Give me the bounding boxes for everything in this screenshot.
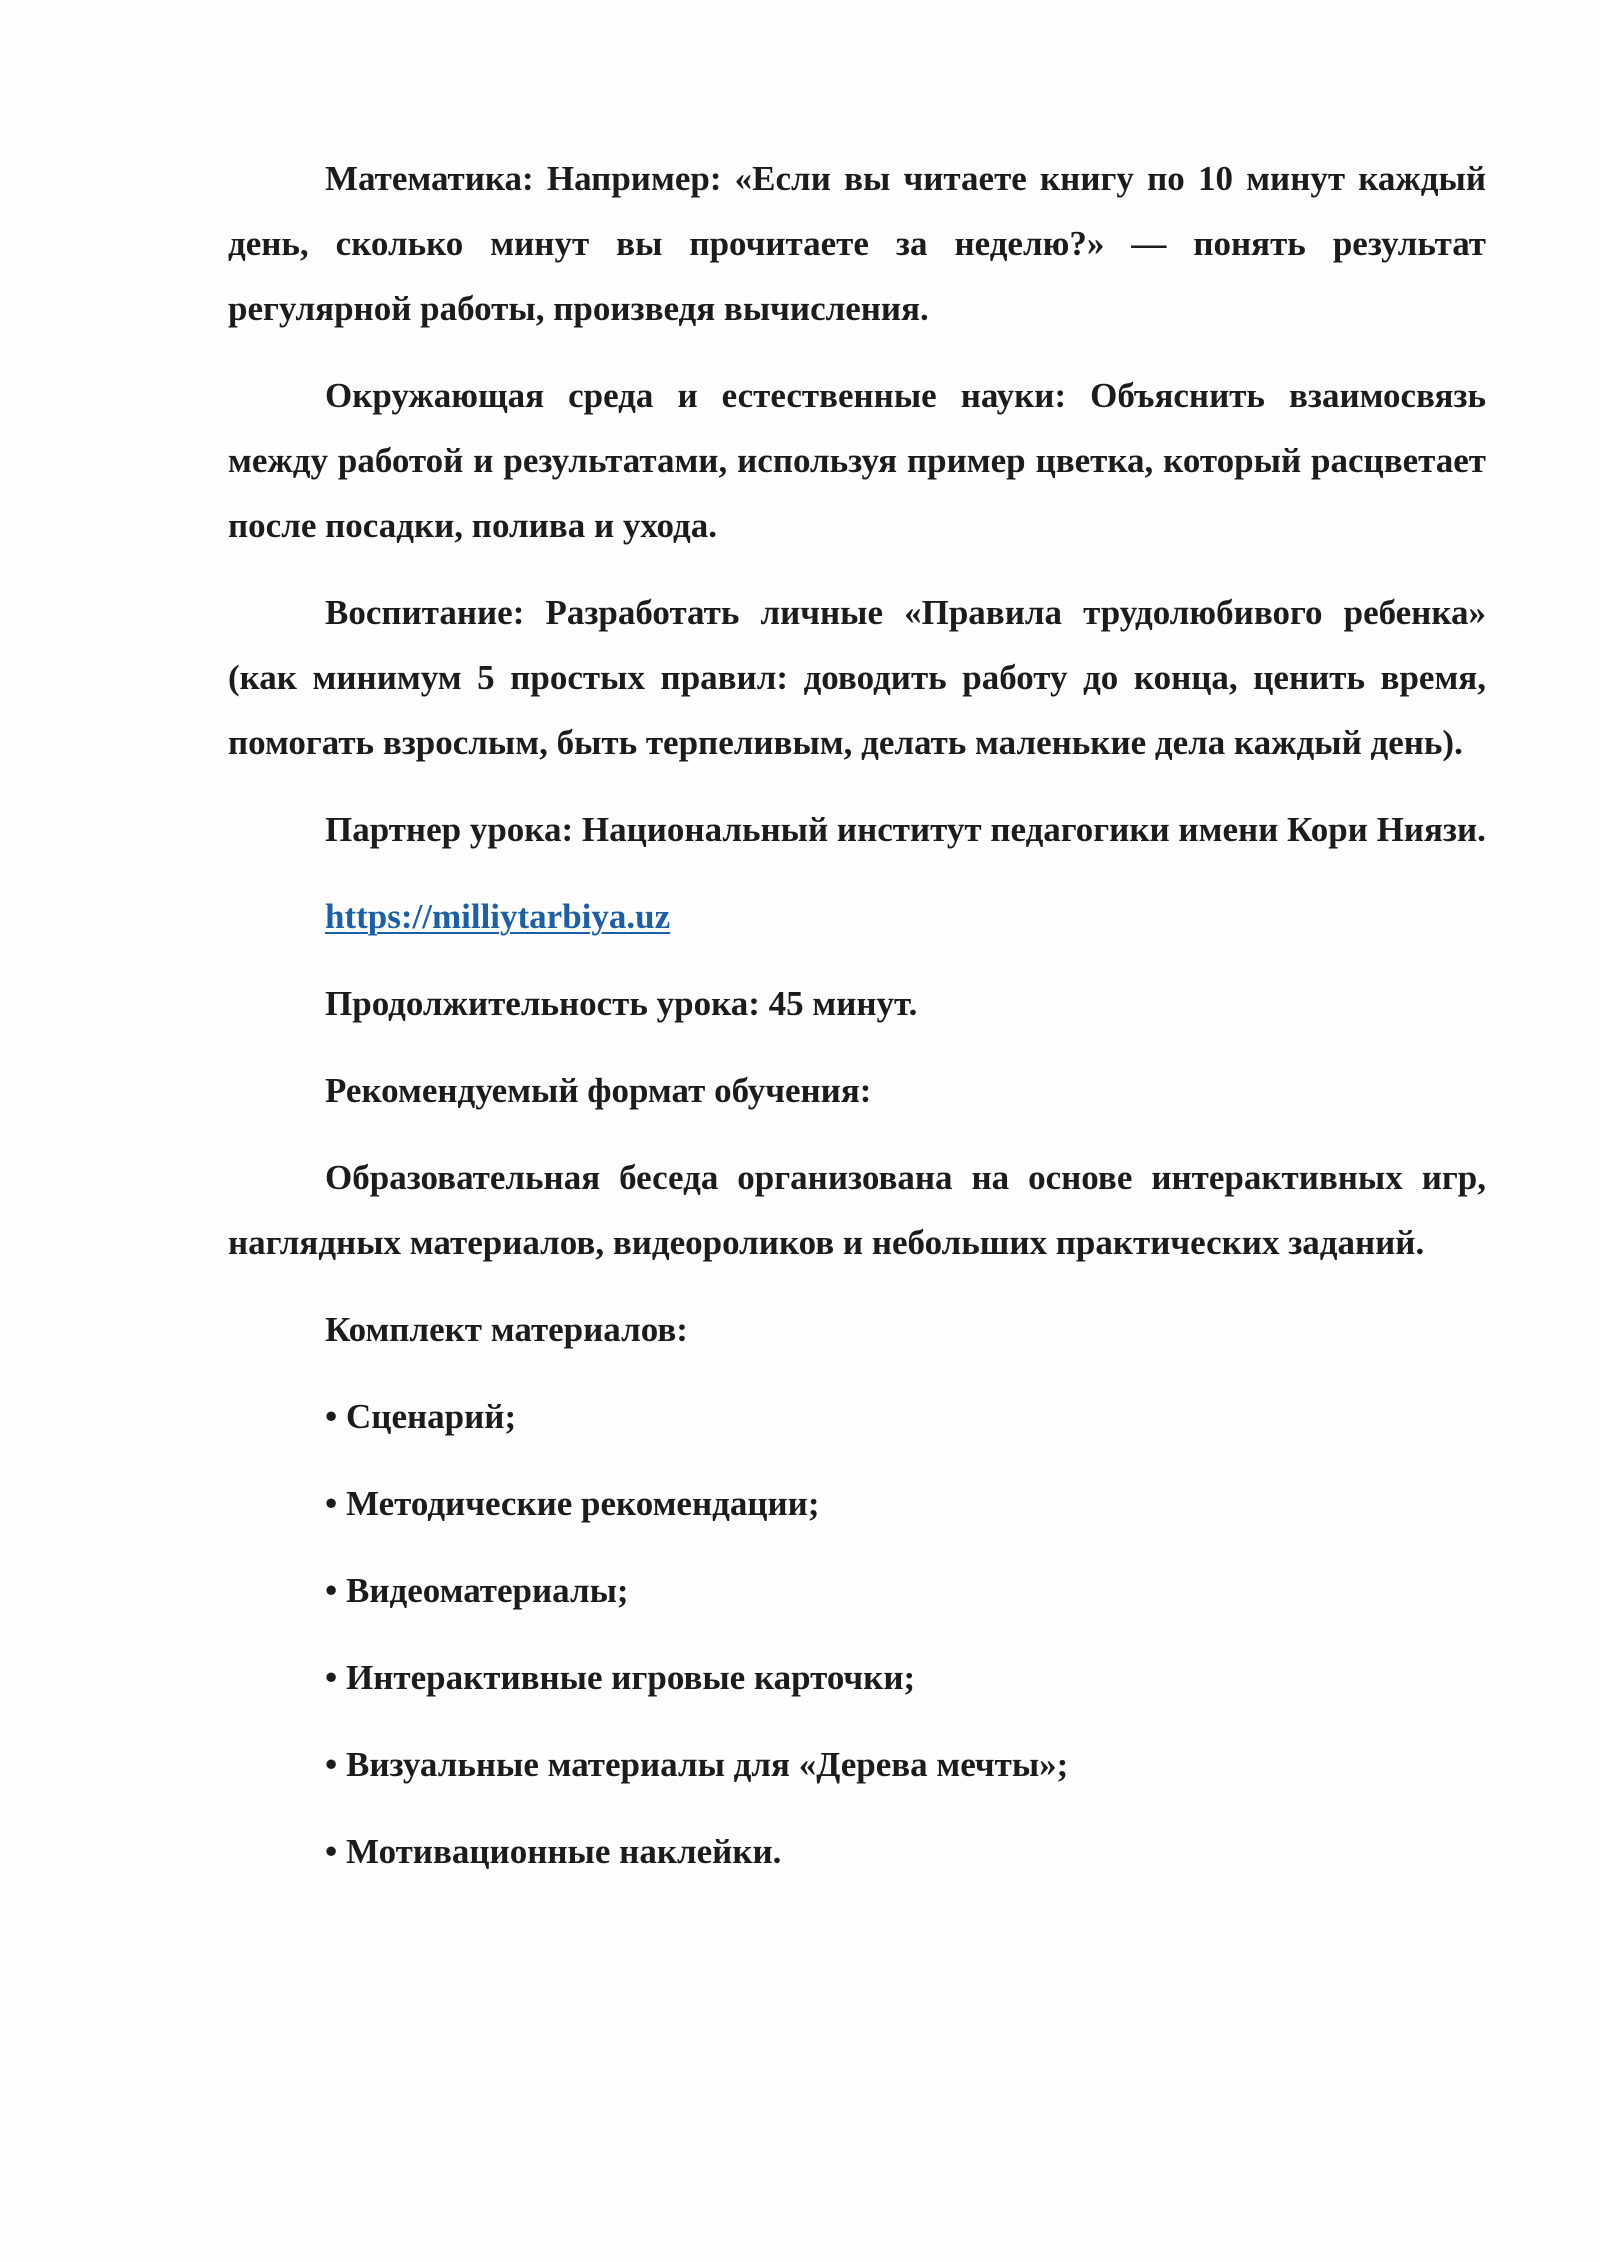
list-item-video: • Видеоматериалы; <box>325 1571 629 1610</box>
document-page <box>228 146 1486 1906</box>
list-item-guidelines: • Методические рекомендации; <box>325 1484 820 1523</box>
paragraph-partner: Партнер урока: Национальный институт педагогики имени Кори Ниязи. <box>325 810 1486 849</box>
materials-heading: Комплект материалов: <box>325 1310 688 1349</box>
list-item-dream-tree: • Визуальные материалы для «Дерева мечты»; <box>325 1745 1069 1784</box>
format-heading: Рекомендуемый формат обучения: <box>325 1071 872 1110</box>
website-link[interactable]: https://milliytarbiya.uz <box>325 897 671 936</box>
format-description: Образовательная беседа организована на основе интерактивных игр, наглядных материалов, видеороликов и небольших практических заданий. <box>228 1158 1486 1262</box>
materials-list <box>228 1384 1486 1884</box>
paragraph-math: Математика: Например: «Если вы читаете книгу по 10 минут каждый день, сколько минут вы прочитаете за неделю?» — понять результат регулярной работы, произведя вычисления. <box>228 159 1486 328</box>
list-item-game-cards: • Интерактивные игровые карточки; <box>325 1658 916 1697</box>
list-item-stickers: • Мотивационные наклейки. <box>325 1832 782 1871</box>
lesson-duration: Продолжительность урока: 45 минут. <box>325 984 918 1023</box>
paragraph-environment: Окружающая среда и естественные науки: Объяснить взаимосвязь между работой и результатами, используя пример цветка, который расцветает после посадки, полива и ухода. <box>228 376 1486 545</box>
link-paragraph <box>228 884 1486 949</box>
paragraph-upbringing: Воспитание: Разработать личные «Правила трудолюбивого ребенка» (как минимум 5 простых правил: доводить работу до конца, ценить время, помогать взрослым, быть терпеливым, делать маленькие дела каждый день). <box>228 593 1486 762</box>
list-item-scenario: • Сценарий; <box>325 1397 517 1436</box>
